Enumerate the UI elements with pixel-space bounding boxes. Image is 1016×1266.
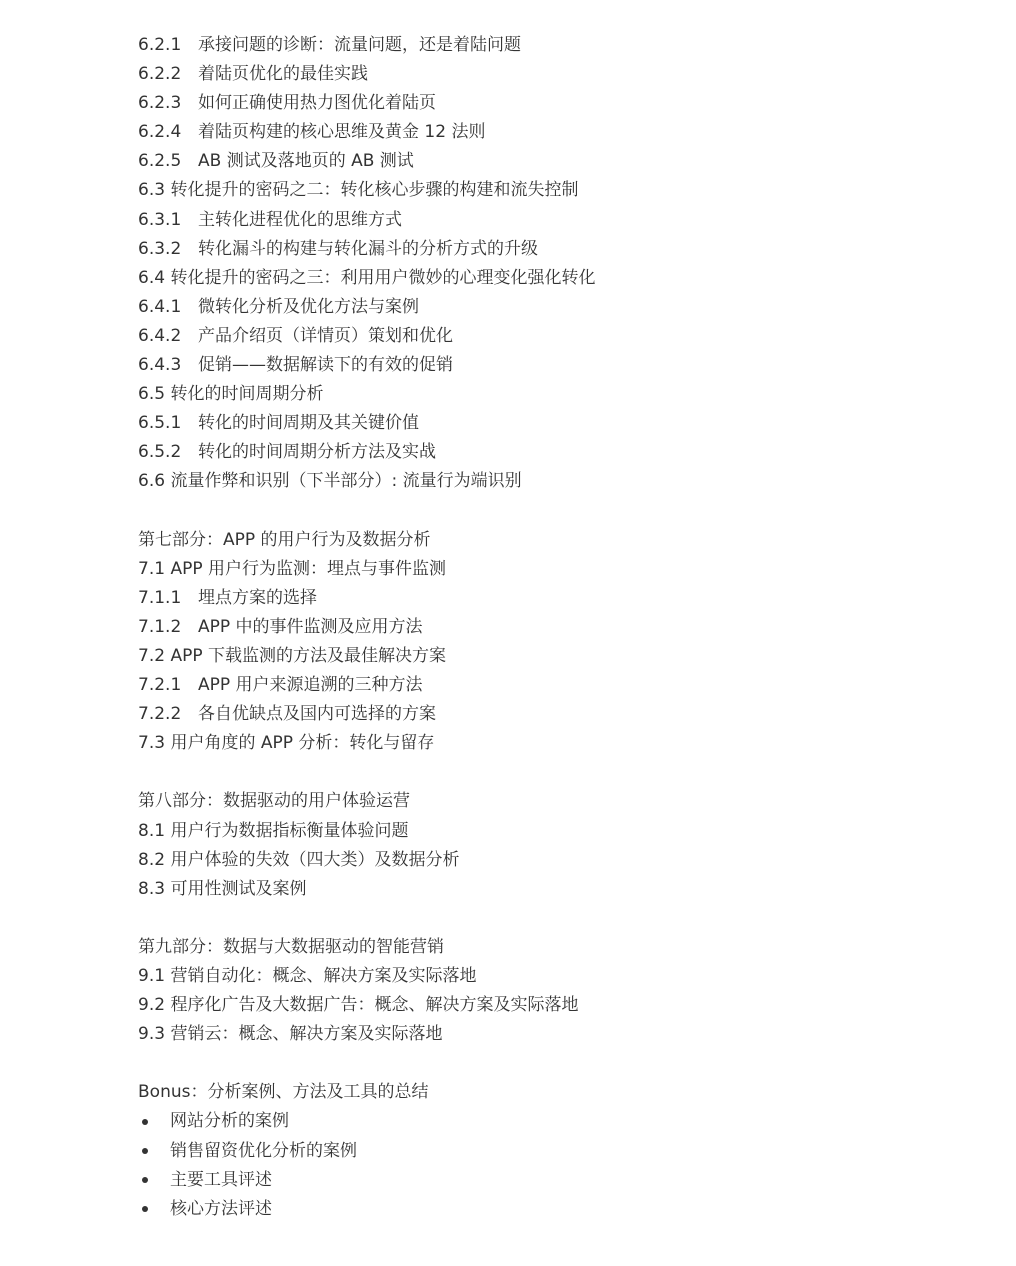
bonus-item-text: 核心方法评述 bbox=[170, 1198, 272, 1219]
toc-line-text: 7.3 用户角度的 APP 分析：转化与留存 bbox=[138, 733, 435, 754]
toc-line-text: AB 测试及落地页的 AB 测试 bbox=[198, 151, 414, 172]
toc-line bbox=[138, 118, 988, 147]
section-gap bbox=[138, 758, 988, 787]
toc-line bbox=[138, 933, 988, 962]
toc-line bbox=[138, 206, 988, 235]
toc-line-text: APP 用户来源追溯的三种方法 bbox=[198, 675, 423, 696]
document-body bbox=[138, 31, 988, 1224]
toc-line-number: 7.1.1 bbox=[138, 587, 182, 608]
toc-line-text: 第九部分：数据与大数据驱动的智能营销 bbox=[138, 936, 444, 957]
toc-line bbox=[138, 351, 988, 380]
toc-line-text: 8.2 用户体验的失效（四大类）及数据分析 bbox=[138, 849, 460, 870]
toc-line bbox=[138, 555, 988, 584]
toc-line-text: 9.2 程序化广告及大数据广告：概念、解决方案及实际落地 bbox=[138, 995, 579, 1016]
section-gap bbox=[138, 1049, 988, 1078]
toc-line-text: 着陆页优化的最佳实践 bbox=[198, 64, 368, 85]
toc-line bbox=[138, 875, 988, 904]
bonus-item-text: 主要工具评述 bbox=[170, 1169, 272, 1190]
toc-line-text: 6.6 流量作弊和识别（下半部分）: 流量行为端识别 bbox=[138, 471, 522, 492]
toc-line-number: 7.2.2 bbox=[138, 704, 182, 725]
toc-line bbox=[138, 293, 988, 322]
toc-line-text: 如何正确使用热力图优化着陆页 bbox=[198, 93, 436, 114]
toc-line-text: 产品介绍页（详情页）策划和优化 bbox=[198, 325, 453, 346]
toc-line-text: 第八部分：数据驱动的用户体验运营 bbox=[138, 791, 410, 812]
toc-line bbox=[138, 846, 988, 875]
toc-line-number: 6.2.4 bbox=[138, 122, 182, 143]
toc-line-text: 转化的时间周期及其关键价值 bbox=[198, 413, 419, 434]
toc-line-text: 主转化进程优化的思维方式 bbox=[198, 209, 402, 230]
toc-line-text: 转化漏斗的构建与转化漏斗的分析方式的升级 bbox=[198, 238, 538, 259]
toc-line-number: 6.4.2 bbox=[138, 325, 182, 346]
section-gap bbox=[138, 904, 988, 933]
toc-line-text: 7.2 APP 下载监测的方法及最佳解决方案 bbox=[138, 645, 446, 666]
toc-line-text: 8.3 可用性测试及案例 bbox=[138, 878, 307, 899]
toc-line-text: 8.1 用户行为数据指标衡量体验问题 bbox=[138, 820, 409, 841]
toc-line-number: 6.4.1 bbox=[138, 296, 182, 317]
toc-line-text: 各自优缺点及国内可选择的方案 bbox=[198, 704, 436, 725]
toc-line bbox=[138, 60, 988, 89]
toc-line bbox=[138, 147, 988, 176]
bullet-dot-icon bbox=[142, 1206, 148, 1212]
toc-line bbox=[138, 613, 988, 642]
toc-line bbox=[138, 235, 988, 264]
bonus-item-text: 网站分析的案例 bbox=[170, 1111, 289, 1132]
toc-line-text: 9.3 营销云：概念、解决方案及实际落地 bbox=[138, 1024, 443, 1045]
section-gap bbox=[138, 497, 988, 526]
bonus-list-item bbox=[138, 1166, 988, 1195]
toc-line bbox=[138, 671, 988, 700]
toc-line-text: 6.4 转化提升的密码之三：利用用户微妙的心理变化强化转化 bbox=[138, 267, 596, 288]
bullet-dot-icon bbox=[142, 1148, 148, 1154]
toc-line bbox=[138, 438, 988, 467]
toc-line-text: 促销——数据解读下的有效的促销 bbox=[198, 355, 453, 376]
toc-line bbox=[138, 729, 988, 758]
toc-line-text: 埋点方案的选择 bbox=[198, 587, 317, 608]
toc-line bbox=[138, 264, 988, 293]
toc-line-number: 6.2.2 bbox=[138, 64, 182, 85]
bonus-list-item bbox=[138, 1195, 988, 1224]
toc-line-text: APP 中的事件监测及应用方法 bbox=[198, 616, 423, 637]
toc-line bbox=[138, 89, 988, 118]
toc-line-number: 6.2.5 bbox=[138, 151, 182, 172]
toc-line bbox=[138, 584, 988, 613]
toc-line-text: 转化的时间周期分析方法及实战 bbox=[198, 442, 436, 463]
toc-line-number: 6.3.2 bbox=[138, 238, 182, 259]
toc-line bbox=[138, 380, 988, 409]
toc-line-number: 7.1.2 bbox=[138, 616, 182, 637]
bonus-list-item bbox=[138, 1107, 988, 1136]
toc-line bbox=[138, 322, 988, 351]
bonus-list-item bbox=[138, 1137, 988, 1166]
toc-line bbox=[138, 991, 988, 1020]
toc-line-number: 6.2.1 bbox=[138, 35, 182, 55]
toc-line bbox=[138, 642, 988, 671]
toc-line-number: 6.2.3 bbox=[138, 93, 182, 114]
toc-line-text: 承接问题的诊断：流量问题，还是着陆问题 bbox=[198, 35, 521, 55]
toc-line-number: 6.3.1 bbox=[138, 209, 182, 230]
toc-line bbox=[138, 526, 988, 555]
toc-line bbox=[138, 1020, 988, 1049]
toc-line-number: 7.2.1 bbox=[138, 675, 182, 696]
toc-line-text: 6.5 转化的时间周期分析 bbox=[138, 384, 324, 405]
toc-line-text: 微转化分析及优化方法与案例 bbox=[198, 296, 419, 317]
toc-line bbox=[138, 409, 988, 438]
bonus-title: Bonus：分析案例、方法及工具的总结 bbox=[138, 1082, 429, 1103]
toc-line bbox=[138, 700, 988, 729]
toc-line bbox=[138, 467, 988, 496]
toc-line-text: 9.1 营销自动化：概念、解决方案及实际落地 bbox=[138, 966, 477, 986]
toc-line-number: 6.5.1 bbox=[138, 413, 182, 434]
toc-line bbox=[138, 817, 988, 846]
toc-line-text: 第七部分：APP 的用户行为及数据分析 bbox=[138, 529, 431, 550]
toc-line-text: 着陆页构建的核心思维及黄金 12 法则 bbox=[198, 122, 486, 143]
bonus-item-text: 销售留资优化分析的案例 bbox=[170, 1140, 357, 1161]
toc-line-text: 6.3 转化提升的密码之二：转化核心步骤的构建和流失控制 bbox=[138, 180, 579, 201]
bullet-dot-icon bbox=[142, 1177, 148, 1183]
toc-line bbox=[138, 176, 988, 205]
bullet-dot-icon bbox=[142, 1119, 148, 1125]
toc-line bbox=[138, 31, 988, 60]
toc-line-number: 6.4.3 bbox=[138, 355, 182, 376]
toc-line-text: 7.1 APP 用户行为监测：埋点与事件监测 bbox=[138, 558, 446, 579]
toc-line bbox=[138, 787, 988, 816]
toc-line-number: 6.5.2 bbox=[138, 442, 182, 463]
toc-line bbox=[138, 962, 988, 991]
